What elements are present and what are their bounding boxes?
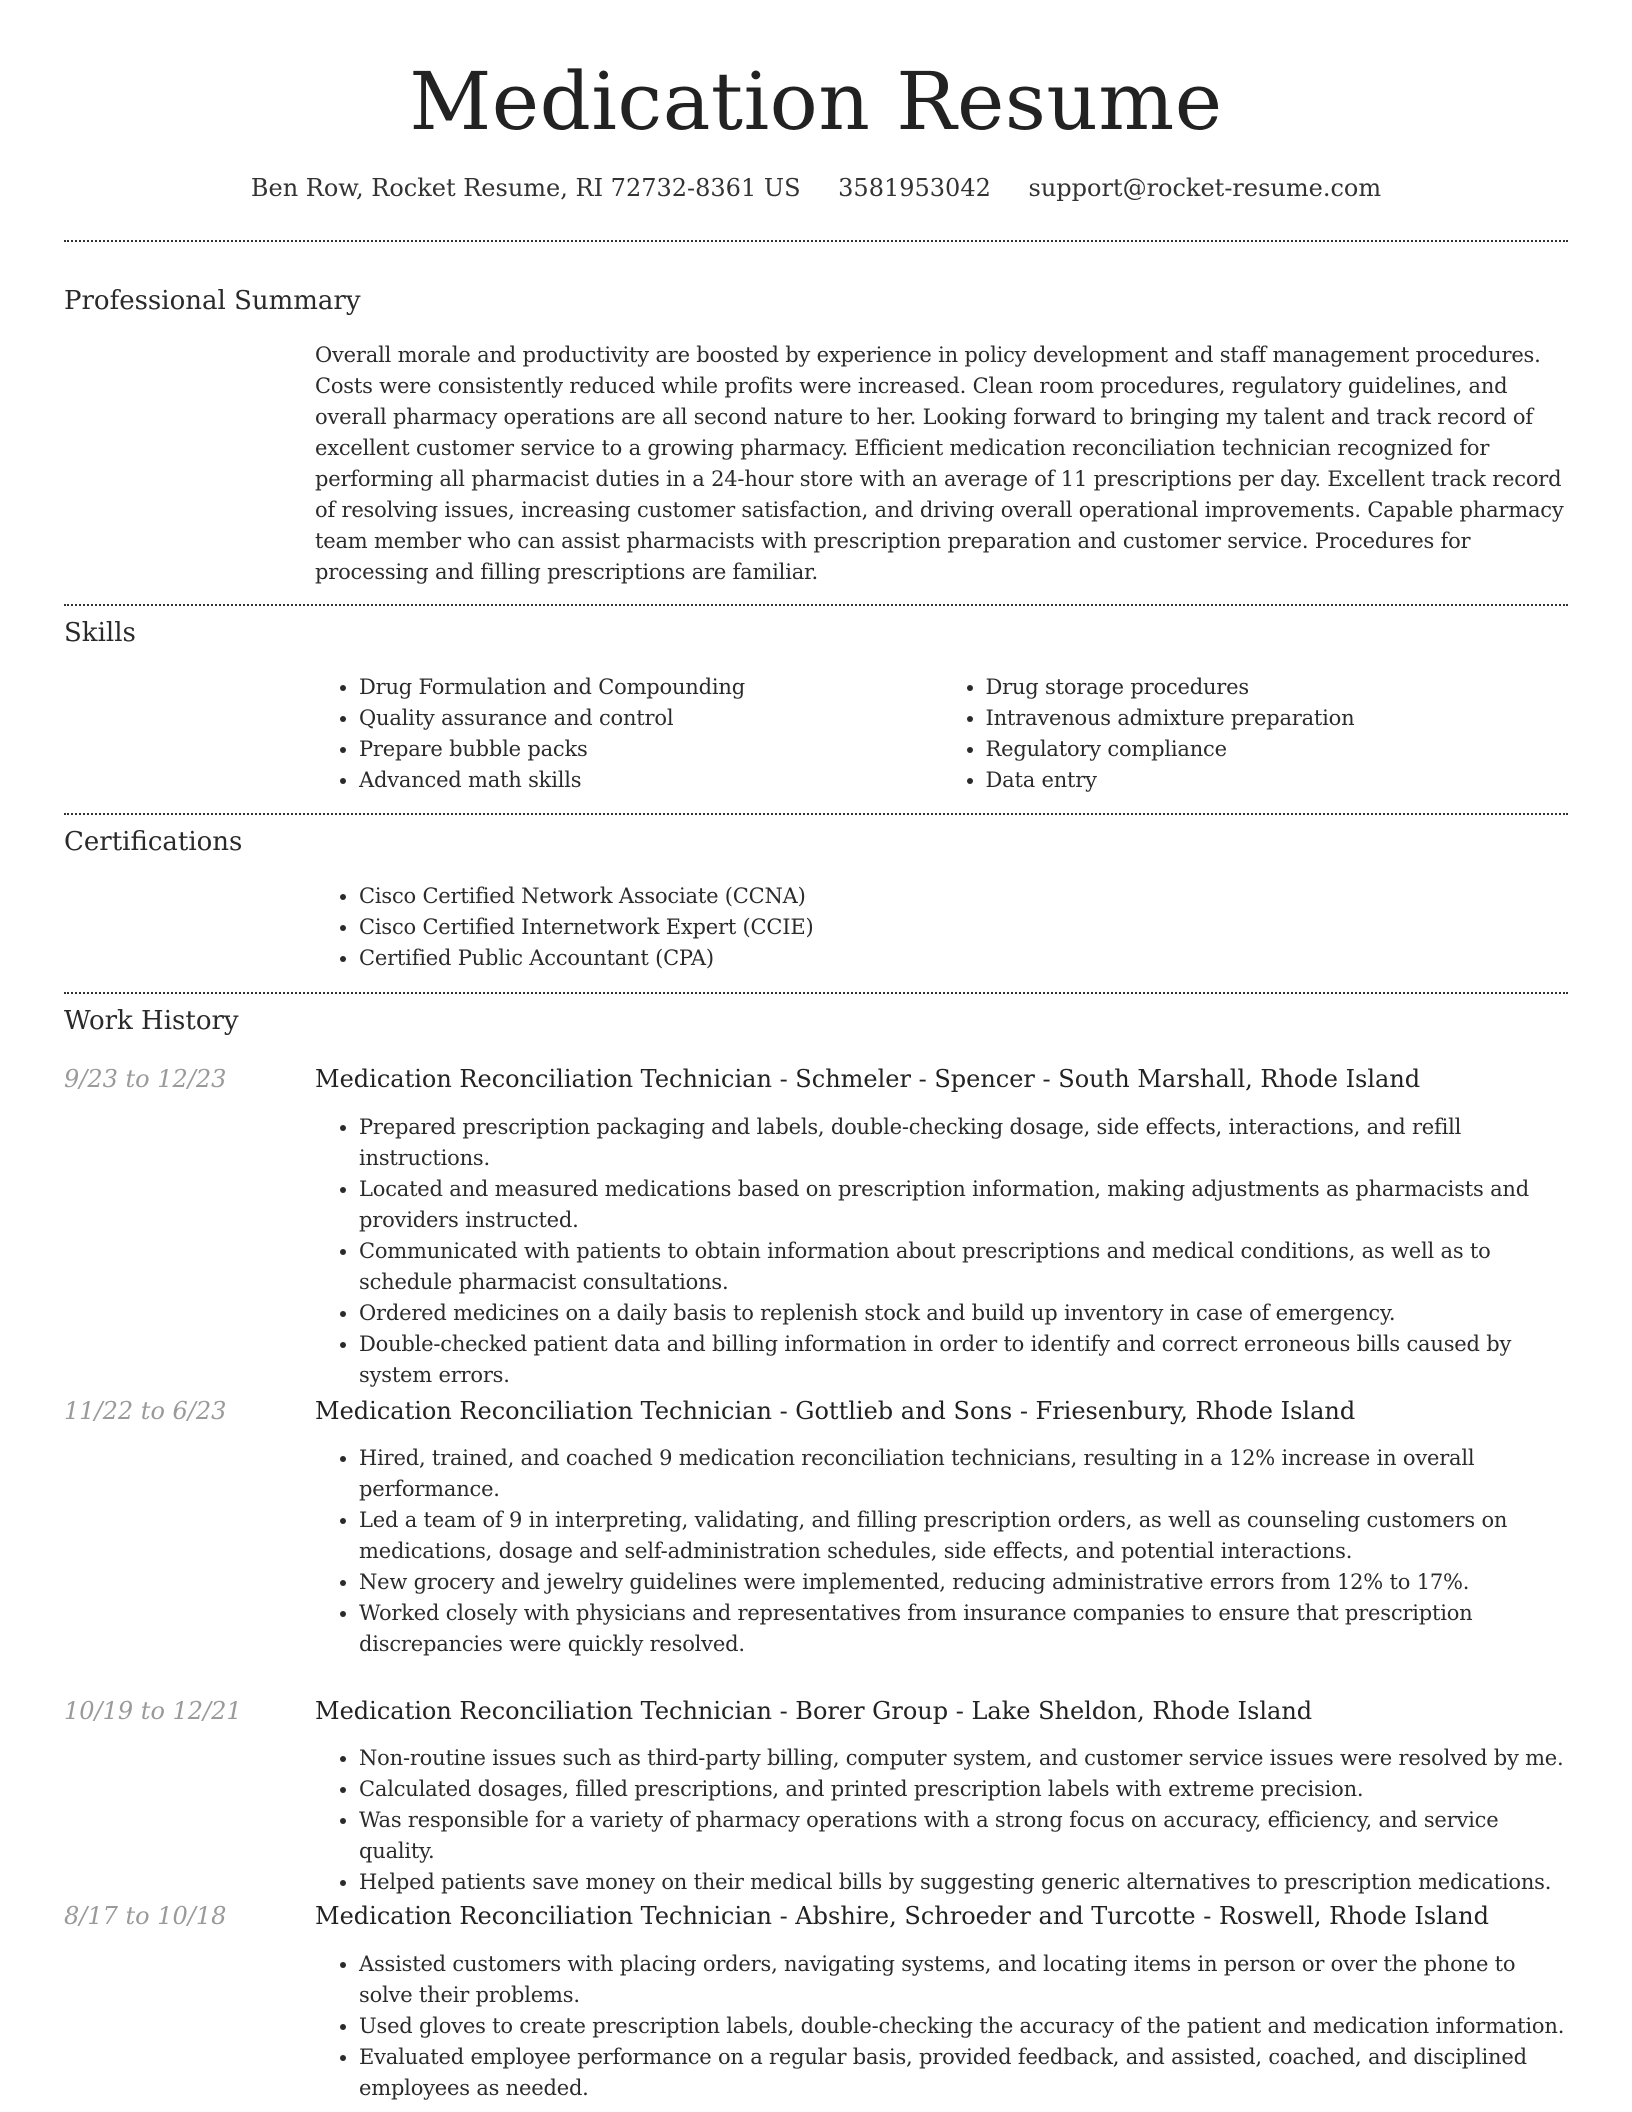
duty-item: • Ordered medicines on a daily basis to replenish stock and build up inventory in case of emergency. xyxy=(359,1298,1568,1329)
skill-item: • Advanced math skills xyxy=(359,765,942,796)
duty-item: • Was responsible for a variety of pharmacy operations with a strong focus on accuracy, efficiency, and service quality. xyxy=(359,1805,1568,1867)
duty-item: • Prepared prescription packaging and labels, double-checking dosage, side effects, interactions, and refill instructions. xyxy=(359,1112,1568,1174)
duty-item: • New grocery and jewelry guidelines were implemented, reducing administrative errors from 12% to 17%. xyxy=(359,1567,1568,1598)
duty-item: • Led a team of 9 in interpreting, validating, and filling prescription orders, as well as counseling customers on medications, dosage and self-administration schedules, side effects, and potential interactions. xyxy=(359,1505,1568,1567)
duty-item: • Hired, trained, and coached 9 medication reconciliation technicians, resulting in a 12% increase in overall performance. xyxy=(359,1443,1568,1505)
job-duties xyxy=(315,1112,1568,1391)
duty-item: • Helped patients save money on their medical bills by suggesting generic alternatives to prescription medications. xyxy=(359,1867,1568,1898)
certifications-list xyxy=(315,881,1568,974)
duty-item: • Assisted customers with placing orders, navigating systems, and locating items in person or over the phone to solve their problems. xyxy=(359,1949,1568,2011)
duty-item: • Located and measured medications based on prescription information, making adjustments as pharmacists and providers instructed. xyxy=(359,1174,1568,1236)
job-title: Medication Reconciliation Technician - Gottlieb and Sons - Friesenbury, Rhode Island xyxy=(315,1397,1356,1425)
contact-phone: 3581953042 xyxy=(838,174,991,202)
section-heading-skills: Skills xyxy=(64,618,136,648)
job-dates: 9/23 to 12/23 xyxy=(64,1065,227,1093)
duty-item: • Double-checked patient data and billing information in order to identify and correct erroneous bills caused by system errors. xyxy=(359,1329,1568,1391)
job-title: Medication Reconciliation Technician - Abshire, Schroeder and Turcotte - Roswell, Rhode Island xyxy=(315,1902,1489,1930)
job-duties xyxy=(315,1443,1568,1660)
skills-column-left xyxy=(315,672,942,796)
skill-item: • Drug Formulation and Compounding xyxy=(359,672,942,703)
skill-item: • Data entry xyxy=(986,765,1569,796)
section-heading-summary: Professional Summary xyxy=(64,286,361,316)
duty-item: • Evaluated employee performance on a regular basis, provided feedback, and assisted, coached, and disciplined employees as needed. xyxy=(359,2042,1568,2104)
certification-item: • Certified Public Accountant (CPA) xyxy=(359,943,1568,974)
divider xyxy=(64,604,1568,606)
duty-item: • Worked closely with physicians and representatives from insurance companies to ensure that prescription discrepancies were quickly resolved. xyxy=(359,1598,1568,1660)
duty-item: • Calculated dosages, filled prescriptions, and printed prescription labels with extreme precision. xyxy=(359,1774,1568,1805)
contact-email: support@rocket-resume.com xyxy=(1028,174,1382,202)
skill-item: • Regulatory compliance xyxy=(986,734,1569,765)
section-heading-certifications: Certifications xyxy=(64,827,243,857)
job-duties xyxy=(315,1949,1568,2104)
skills-column-right xyxy=(942,672,1569,796)
job-dates: 11/22 to 6/23 xyxy=(64,1397,227,1425)
skill-item: • Quality assurance and control xyxy=(359,703,942,734)
duty-item: • Used gloves to create prescription labels, double-checking the accuracy of the patient and medication information. xyxy=(359,2011,1568,2042)
divider xyxy=(64,240,1568,242)
contact-address: Ben Row, Rocket Resume, RI 72732-8361 US xyxy=(250,174,801,202)
certification-item: • Cisco Certified Internetwork Expert (CCIE) xyxy=(359,912,1568,943)
divider xyxy=(64,813,1568,815)
skill-item: • Prepare bubble packs xyxy=(359,734,942,765)
job-title: Medication Reconciliation Technician - Schmeler - Spencer - South Marshall, Rhode Island xyxy=(315,1065,1421,1093)
job-dates: 10/19 to 12/21 xyxy=(64,1697,242,1725)
page-title: Medication Resume xyxy=(409,55,1223,148)
skill-item: • Drug storage procedures xyxy=(986,672,1569,703)
job-dates: 8/17 to 10/18 xyxy=(64,1902,227,1930)
duty-item: • Communicated with patients to obtain information about prescriptions and medical conditions, as well as to schedule pharmacist consultations. xyxy=(359,1236,1568,1298)
skill-item: • Intravenous admixture preparation xyxy=(986,703,1569,734)
summary-section xyxy=(315,340,1568,588)
contact-line xyxy=(0,172,1632,204)
duty-item: • Non-routine issues such as third-party billing, computer system, and customer service issues were resolved by me. xyxy=(359,1743,1568,1774)
section-heading-work-history: Work History xyxy=(64,1006,239,1036)
summary-text: Overall morale and productivity are boosted by experience in policy development and staff management procedures. Costs were consistently reduced while profits were increased. Clean room procedures, regulatory guidelines, and overall pharmacy operations are all second nature to her. Looking forward to bringing my talent and track record of excellent customer service to a growing pharmacy. Efficient medication reconciliation technician recognized for performing all pharmacist duties in a 24-hour store with an average of 11 prescriptions per day. Excellent track record of resolving issues, increasing customer satisfaction, and driving overall operational improvements. Capable pharmacy team member who can assist pharmacists with prescription preparation and customer service. Procedures for processing and filling prescriptions are familiar. xyxy=(315,343,1564,584)
job-title: Medication Reconciliation Technician - Borer Group - Lake Sheldon, Rhode Island xyxy=(315,1697,1313,1725)
skills-list xyxy=(315,672,1568,796)
divider xyxy=(64,992,1568,994)
certification-item: • Cisco Certified Network Associate (CCNA) xyxy=(359,881,1568,912)
job-duties xyxy=(315,1743,1568,1898)
